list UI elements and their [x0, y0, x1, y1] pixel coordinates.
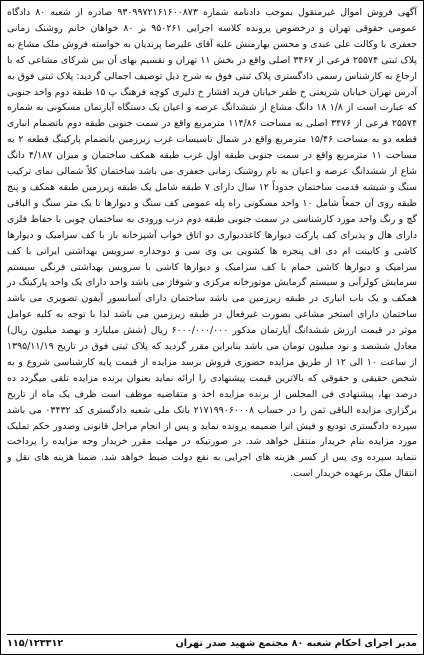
- notice-signature: مدیر اجرای احکام شعبه ۸۰ مجتمع شهید صدر تهران: [175, 638, 417, 649]
- notice-reference-code: ۱۱۵/۱۲۳۳۱۲: [7, 638, 64, 649]
- notice-body-text: آگهی فروش اموال غیرمنقول بموجب دادنامه شماره ۹۳۰۹۹۷۲۱۶۱۶۰۰۸۷۳ صادره از شعبه ۸۰ دادگاه عمومی حقوقی تهران و درخصوص پرونده کلاسه اجرایی ۹۵۰۲۶۱ بر ۸۰ خواهان خانم روشنک زمانی جعفری با وکالت علی عبدی و محسن بهارمنش علیه آقای علیرضا پرندیان به خواسته فروش ملک مشاع به پلاک ثبتی ۲۵۵۷۴ فرعی از ۳۴۶۷ اصلی واقع در بخش ۱۱ تهران و تقسیم بهای آن بین شرکای مشاعی که با ارجاع به کارشناس رسمی دادگستری پلاک ثبتی فوق به شرح ذیل توصیف اجمالی گردید: پلاک ثبتی فوق به آدرس تهران خیابان شریعتی خ ظفر خیابان فرید افشار خ دلیری کوچه فرهنگ پ ۱۵ طبقه دوم واحد جنوبی که عبارت است از ۱/۸ ۱۸ دانگ مشاع از ششدانگ عرصه و اعیان یک دستگاه آپارتمان مسکونی به شماره ۲۵۵۷۴ فرعی از ۳۴۷۶ اصلی به مساحت ۱۱۴/۸۶ مترمربع واقع در سمت جنوبی طبقه دوم باتضمام انباری قطعه دو به مساحت ۱۵/۴۶ مترمربع واقع در شمال تاسیسات غرب زیرزمین باتضمام پارکینگ قطعه ۲ به مساحت ۱۱ مترمربع واقع در سمت جنوبی طبقه اول غرب طبقه همکف ساختمان و میزان ۴/۱۸۷ دانگ شاع از ششدانگ عرصه و اعیان به نام روشنک زمانی جعفری می باشد ساختمان کلاً شمالی نمای ترکیب سنگ و شیشه قدمت ساختمان حدوداً ۱۲ سال دارای ۷ طبقه شامل یک طبقه زیرزمین طبقه همکف و پنج طبقه روی آن جمعاً شامل ۱۰ واحد مسکونی راه پله عمومی کف سنگ و دیوارها تا یک متر سنگ و الباقی گچ و رنگ واحد مورد کارشناسی در سمت جنوبی طبقه دوم درب ورودی به ساختمان چوبی با حفاظ فلزی دارای هال و پذیرای کف پارکت دیوارها کاغذدیواری دو اتاق خواب آشپزخانه باز با کف سرامیک و دیوارها کاشی و کابینت ام دی اف پنجره ها کشویی بی وی سی و دوجداره سرویس بهداشتی ایرانی با کف سرامیک و دیوارها کاشی حمام با کف سرامیک و دیوارها کاشی با سرویس بهداشتی فرنگی سیستم سرمایش کولرآبی و سیستم گرمایش موتورخانه مرکزی و شوفاژ می باشد واحد دارای یک واحد پارکینگ در همکف و یک باب انباری در طبقه زیرزمین می باشد ساختمان دارای آسانسور آیفون تصویری می باشد ساختمان دارای استخر مشاعی بصورت غیرفعال در طبقه زیرزمین می باشد لذا با توجه به کلیه عوامل موثر در قیمت ارزش ششدانگ آپارتمان مذکور ۶۰۰۰/۰۰۰/۰۰۰ ریال (شش میلیارد و نهصد میلیون ریال) معادل ششصد و نود میلیون تومان می باشد بنابراین مقرر گردید که پلاک ثبتی فوق در تاریخ ۱۳۹۵/۱۱/۱۹ از ساعت ۱۰ الی ۱۲ از طریق مزایده حضوری فروش برسد مزایده از قیمت پایه کارشناسی شروع و به شخص حقیقی و حقوقی که بالاترین قیمت پیشنهادی را ارائه نماید بعنوان برنده مزایده تلقی میگردد ده درصد بها، پیشنهادی فی المجلس از برنده مزایده اخذ و متقاضیه موظف است ظرف یک ماه از تاریخ برگزاری مزایده الباقی ثمن را در حساب ۲۱۷۱۹۹۰۶۰۰۰۸ بانک ملی شعبه دادگستری کد ۰۳۴۳۲ می باشد سپرده دادگستری تودیع و فیش انرا ضمیمه پرونده نماید و پس از انجام مراحل قانونی وصدور حکم تملیک مورد مزایده بنام خریدار منتقل خواهد شد. در صورتیکه در مهلت مقرر خریدار وجه مزایده را پرداخت ننماید سپرده وی پس از کسر هزینه های اجرایی به نفع دولت ضبط خواهد شد. ضمنا هزینه های نقل و انتقال ملک برعهده خریدار است.: [7, 7, 418, 480]
- notice-footer: [7, 634, 417, 649]
